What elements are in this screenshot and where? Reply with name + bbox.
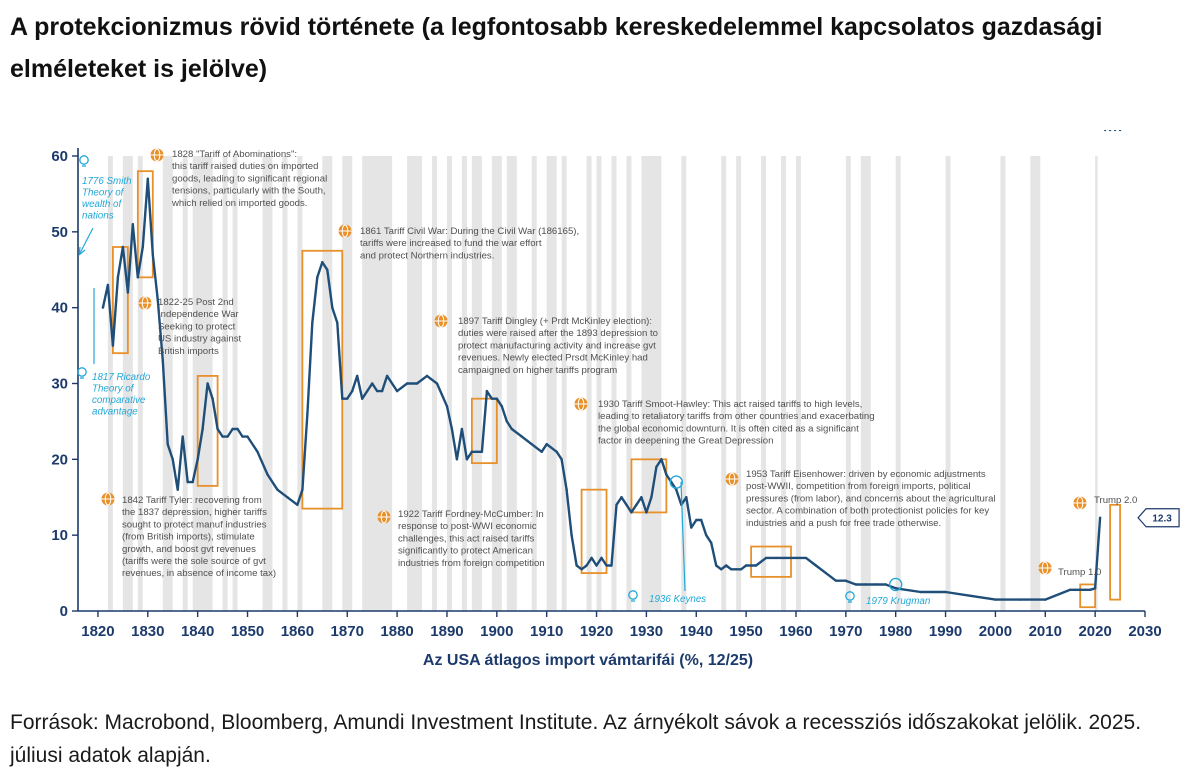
data-point	[366, 390, 368, 392]
theory-annotation	[649, 594, 706, 605]
data-point	[994, 598, 996, 600]
data-point	[231, 428, 233, 430]
recession-band	[562, 156, 567, 611]
x-tick-label: 1820	[81, 623, 115, 640]
data-point	[1094, 587, 1096, 589]
data-point	[590, 557, 592, 559]
theory-line: comparative	[92, 395, 146, 406]
data-point	[645, 511, 647, 513]
data-point	[625, 504, 627, 506]
annotation-line: challenges, this act raised tariffs	[398, 533, 535, 545]
globe-icon	[139, 297, 152, 310]
x-tick-label: 1920	[579, 623, 614, 640]
y-tick-label: 0	[59, 603, 68, 620]
globe-icon	[1074, 497, 1087, 510]
data-point	[865, 583, 867, 585]
source-note: Források: Macrobond, Bloomberg, Amundi Investment Institute. Az árnyékolt sávok a recessziós időszakokat jelölik. 2025. júliusi adatok alapján.	[10, 711, 1142, 767]
data-point	[206, 382, 208, 384]
data-point	[835, 579, 837, 581]
data-point	[341, 397, 343, 399]
recession-band	[233, 156, 238, 611]
recession-band	[362, 156, 392, 611]
data-point	[845, 579, 847, 581]
annotation-line: 1861 Tariff Civil War: During the Civil War (186165),	[360, 226, 580, 237]
recession-band	[721, 156, 726, 611]
data-point	[301, 488, 303, 490]
globe-icon	[339, 225, 352, 238]
recession-band	[223, 156, 228, 611]
data-point	[720, 568, 722, 570]
theory-line: nations	[82, 210, 114, 222]
recession-band	[1030, 156, 1040, 611]
data-point	[540, 451, 542, 453]
theory-line: 1776 Smith	[82, 176, 132, 187]
data-point	[182, 435, 184, 437]
x-tick-label: 1930	[629, 623, 664, 640]
x-tick-label: 1890	[430, 623, 464, 640]
theory-line: 1817 Ricardo	[92, 372, 151, 383]
data-point	[326, 269, 328, 271]
theory-annotation	[866, 596, 930, 607]
highlight-box	[1110, 505, 1120, 600]
data-point	[396, 390, 398, 392]
data-point	[969, 595, 971, 597]
smith-pointer	[79, 228, 93, 255]
data-point	[177, 488, 179, 490]
tariff-annotation	[360, 226, 579, 261]
data-point	[655, 466, 657, 468]
x-tick-label: 1870	[330, 623, 364, 640]
data-point	[580, 568, 582, 570]
data-point	[481, 451, 483, 453]
data-point	[172, 458, 174, 460]
data-point	[221, 435, 223, 437]
data-point	[1114, 130, 1116, 131]
annotation-line: 1828 "Tariff of Abominations":	[172, 149, 298, 160]
data-point	[795, 557, 797, 559]
data-point	[501, 405, 503, 407]
data-point	[560, 458, 562, 460]
data-point	[226, 435, 228, 437]
recession-band	[861, 156, 871, 611]
data-point	[745, 564, 747, 566]
data-point	[855, 583, 857, 585]
data-point	[685, 496, 687, 498]
data-point	[426, 375, 428, 377]
annotation-line: significantly to protect American	[398, 545, 533, 557]
data-point	[186, 481, 188, 483]
data-point	[162, 360, 164, 362]
data-point	[1104, 130, 1106, 131]
x-tick-label: 2000	[978, 623, 1013, 640]
x-axis-label: Az USA átlagos import vámtarifái (%, 12/25)	[422, 652, 754, 669]
data-point	[919, 591, 921, 593]
x-tick-label: 1950	[729, 623, 763, 640]
data-point	[286, 496, 288, 498]
data-point	[361, 397, 363, 399]
data-point	[476, 451, 478, 453]
page-title: A protekcionizmus rövid története (a legfontosabb kereskedelemmel kapcsolatos gazdasági elméleteket is jelölve)	[10, 13, 1103, 83]
tariff-annotation	[158, 297, 242, 357]
annotation-line: revenues. Newly elected Prsdt McKinley had	[458, 352, 648, 364]
lightbulb-icon-bulb	[78, 368, 86, 376]
tariff-annotation	[1058, 567, 1101, 578]
x-tick-label: 1940	[679, 623, 713, 640]
data-point	[451, 428, 453, 430]
data-point	[875, 583, 877, 585]
annotation-line: 1922 Tariff Fordney-McCumber: In	[398, 509, 544, 520]
data-point	[191, 481, 193, 483]
data-point	[406, 382, 408, 384]
data-point	[486, 390, 488, 392]
annotation-line: tensions, particularly with the South,	[172, 185, 326, 197]
data-point	[575, 564, 577, 566]
data-point	[585, 564, 587, 566]
tariff-annotation	[1094, 495, 1137, 506]
theory-line: advantage	[92, 406, 138, 418]
x-tick-label: 1850	[230, 623, 265, 640]
data-point	[107, 284, 109, 286]
data-point	[112, 344, 114, 346]
data-point	[196, 458, 198, 460]
data-point	[565, 488, 567, 490]
annotation-line: 1822-25 Post 2nd	[158, 297, 234, 308]
annotation-line: revenues, in absence of income tax)	[122, 568, 277, 580]
data-point	[825, 572, 827, 574]
data-point	[531, 443, 533, 445]
recession-band	[736, 156, 741, 611]
data-point	[545, 443, 547, 445]
data-point	[710, 542, 712, 544]
annotation-line: US industry against	[158, 333, 242, 345]
data-point	[805, 557, 807, 559]
data-point	[306, 413, 308, 415]
theory-line: 1979 Krugman	[866, 596, 931, 607]
data-point	[635, 504, 637, 506]
annotation-line: 1842 Tariff Tyler: recovering from	[122, 495, 262, 506]
lightbulb-icon-bulb	[80, 156, 88, 164]
x-tick-label: 2020	[1078, 623, 1112, 640]
y-tick-label: 20	[51, 451, 68, 469]
y-tick-label: 50	[51, 223, 68, 241]
data-point	[336, 322, 338, 324]
data-point	[416, 382, 418, 384]
tariff-annotation	[746, 469, 996, 529]
globe-icon	[151, 149, 164, 162]
data-point	[436, 382, 438, 384]
data-point	[615, 504, 617, 506]
x-tick-label: 1860	[280, 623, 315, 640]
x-tick-label: 1900	[480, 623, 514, 640]
data-point	[122, 246, 124, 248]
data-point	[246, 435, 248, 437]
recession-band	[1000, 156, 1005, 611]
globe-icon	[435, 315, 448, 328]
recession-band	[796, 156, 801, 611]
data-point	[311, 322, 313, 324]
recession-band	[342, 156, 352, 611]
recession-band	[626, 156, 631, 611]
data-point	[241, 435, 243, 437]
data-point	[446, 405, 448, 407]
lightbulb-icon	[80, 156, 88, 166]
annotation-line: this tariff raised duties on imported	[172, 161, 319, 173]
recession-band	[761, 156, 766, 611]
annotation-line: which relied on imported goods.	[172, 197, 308, 209]
annotation-line: sought to protect manuf industries	[122, 519, 267, 531]
data-point	[1074, 589, 1076, 591]
data-point	[895, 587, 897, 589]
y-tick-label: 10	[51, 527, 68, 545]
recession-band	[262, 156, 272, 611]
tariff-annotation	[171, 149, 327, 209]
data-point	[1079, 589, 1081, 591]
globe-icon	[102, 493, 115, 506]
data-point	[735, 568, 737, 570]
annotation-line: industries and a push for free trade otherwise.	[746, 517, 942, 529]
annotation-line: (from British imports), stimulate	[122, 531, 255, 543]
data-point	[496, 397, 498, 399]
data-point	[376, 390, 378, 392]
tariff-history-chart	[0, 130, 1200, 680]
data-point	[117, 276, 119, 278]
data-point	[725, 564, 727, 566]
data-point	[605, 564, 607, 566]
annotation-line: the 1837 depression, higher tariffs	[122, 507, 267, 519]
annotation-line: tariffs were increased to fund the war effort	[360, 238, 542, 250]
data-point	[610, 564, 612, 566]
theory-line: wealth of	[82, 199, 122, 210]
annotation-line: sector. A combination of both protectionist policies for key	[746, 505, 990, 517]
data-point	[765, 557, 767, 559]
recession-band	[193, 156, 213, 611]
annotation-line: factor in deepening the Great Depression	[598, 435, 774, 447]
annotation-line: goods, leading to significant regional	[172, 173, 328, 185]
data-point	[600, 557, 602, 559]
x-tick-label: 2010	[1028, 623, 1062, 640]
annotation-line: 1953 Tariff Eisenhower: driven by economic adjustments	[746, 469, 986, 480]
annotation-line: the global economic downturn. It is often cited as a significant	[598, 423, 859, 435]
y-tick-label: 30	[51, 375, 68, 393]
data-point	[351, 390, 353, 392]
data-point	[167, 443, 169, 445]
annotation-line: Trump 1.0	[1058, 567, 1102, 578]
data-point	[885, 583, 887, 585]
recession-band	[322, 156, 332, 611]
data-point	[386, 375, 388, 377]
annotation-line: protect manufacturing activity and increase gvt	[458, 340, 656, 352]
data-point	[331, 306, 333, 308]
data-point	[461, 428, 463, 430]
recession-band	[597, 156, 602, 611]
data-point	[201, 428, 203, 430]
data-point	[705, 534, 707, 536]
data-point	[211, 397, 213, 399]
data-point	[236, 428, 238, 430]
data-point	[276, 488, 278, 490]
x-tick-label: 1970	[829, 623, 863, 640]
globe-icon	[378, 511, 391, 524]
data-point	[944, 591, 946, 593]
data-point	[456, 458, 458, 460]
data-point	[1019, 598, 1021, 600]
recession-band	[641, 156, 661, 611]
data-point	[695, 519, 697, 521]
recession-band	[587, 156, 592, 611]
data-point	[102, 306, 104, 308]
x-tick-label: 1990	[928, 623, 963, 640]
lightbulb-icon	[78, 368, 86, 378]
annotation-line: Seeking to protect	[158, 321, 236, 333]
data-point	[147, 178, 149, 180]
x-tick-label: 1840	[180, 623, 215, 640]
theory-line: Theory of	[92, 383, 134, 395]
data-point	[700, 519, 702, 521]
recession-band	[547, 156, 557, 611]
globe-icon	[726, 473, 739, 486]
data-point	[755, 564, 757, 566]
annotation-line: 1930 Tariff Smoot-Hawley: This act raised tariffs to high levels,	[598, 399, 863, 410]
data-point	[740, 568, 742, 570]
data-point	[152, 253, 154, 255]
tariff-annotation	[398, 509, 545, 569]
annotation-line: industries from foreign competition	[398, 557, 545, 569]
recession-band	[282, 156, 287, 611]
annotation-line: Trump 2.0	[1094, 495, 1138, 506]
globe-icon	[575, 398, 588, 411]
data-point	[620, 496, 622, 498]
tariff-annotation	[598, 399, 875, 447]
annotation-line: campaigned on higher tariffs program	[458, 364, 618, 376]
data-point	[1119, 130, 1121, 131]
data-point	[1089, 589, 1091, 591]
x-tick-label: 1830	[131, 623, 165, 640]
data-point	[381, 390, 383, 392]
data-point	[127, 291, 129, 293]
data-point	[630, 511, 632, 513]
tariff-annotation	[122, 495, 276, 579]
data-point	[785, 557, 787, 559]
data-point	[1069, 589, 1071, 591]
x-tick-label: 1910	[529, 623, 564, 640]
data-point	[316, 276, 318, 278]
data-point	[296, 504, 298, 506]
data-point	[371, 382, 373, 384]
theory-line: Theory of	[82, 187, 124, 199]
recession-band	[183, 156, 188, 611]
x-tick-label: 2030	[1128, 623, 1162, 640]
data-point	[466, 458, 468, 460]
data-point	[570, 534, 572, 536]
data-point	[640, 496, 642, 498]
data-point	[730, 568, 732, 570]
recession-band	[846, 156, 851, 611]
data-point	[137, 276, 139, 278]
data-point	[1109, 130, 1111, 131]
recession-band	[781, 156, 786, 611]
data-point	[775, 557, 777, 559]
data-point	[346, 397, 348, 399]
data-point	[675, 488, 677, 490]
x-tick-label: 1960	[779, 623, 813, 640]
data-point	[216, 428, 218, 430]
data-point	[142, 246, 144, 248]
data-point	[650, 496, 652, 498]
y-tick-label: 60	[51, 148, 68, 165]
data-point	[321, 261, 323, 263]
annotation-line: British imports	[158, 345, 219, 357]
recession-band	[946, 156, 951, 611]
data-point	[256, 451, 258, 453]
data-point	[595, 564, 597, 566]
data-point	[266, 473, 268, 475]
recession-bands	[108, 156, 1098, 611]
recession-band	[896, 156, 901, 611]
data-point	[356, 375, 358, 377]
annotation-line: pressures (from labor), and concerns about the agricultural	[746, 493, 996, 505]
annotation-line: (tariffs were the sole source of gvt	[122, 556, 266, 567]
x-tick-label: 1880	[380, 623, 414, 640]
data-point	[555, 451, 557, 453]
annotation-line: response to post-WWI economic	[398, 521, 537, 533]
x-tick-label: 1980	[879, 623, 913, 640]
data-point	[132, 223, 134, 225]
annotation-line: and protect Northern industries.	[360, 250, 495, 262]
data-point	[690, 526, 692, 528]
annotation-line: leading to retaliatory tariffs from other countries and exacerbating	[598, 411, 875, 423]
data-point	[1084, 589, 1086, 591]
data-point	[506, 420, 508, 422]
data-point	[521, 435, 523, 437]
data-point	[660, 458, 662, 460]
theory-line: 1936 Keynes	[649, 594, 707, 605]
data-point	[715, 564, 717, 566]
data-point	[511, 428, 513, 430]
data-point	[815, 564, 817, 566]
y-tick-label: 40	[51, 299, 68, 317]
annotation-line: growth, and boost gvt revenues	[122, 543, 256, 555]
annotation-line: post-WWII, competition from foreign imports, political	[746, 481, 971, 493]
annotation-line: Independence War	[158, 309, 239, 321]
data-point	[1099, 517, 1101, 519]
data-point	[665, 473, 667, 475]
globe-icon	[1039, 562, 1052, 575]
data-point	[491, 397, 493, 399]
data-point	[1044, 598, 1046, 600]
data-point	[471, 451, 473, 453]
annotation-line: 1897 Tariff Dingley (+ Prdt McKinley election):	[458, 316, 653, 327]
annotation-line: duties were raised after the 1893 depression to	[458, 328, 658, 340]
end-value-label: 12.3	[1152, 513, 1172, 525]
